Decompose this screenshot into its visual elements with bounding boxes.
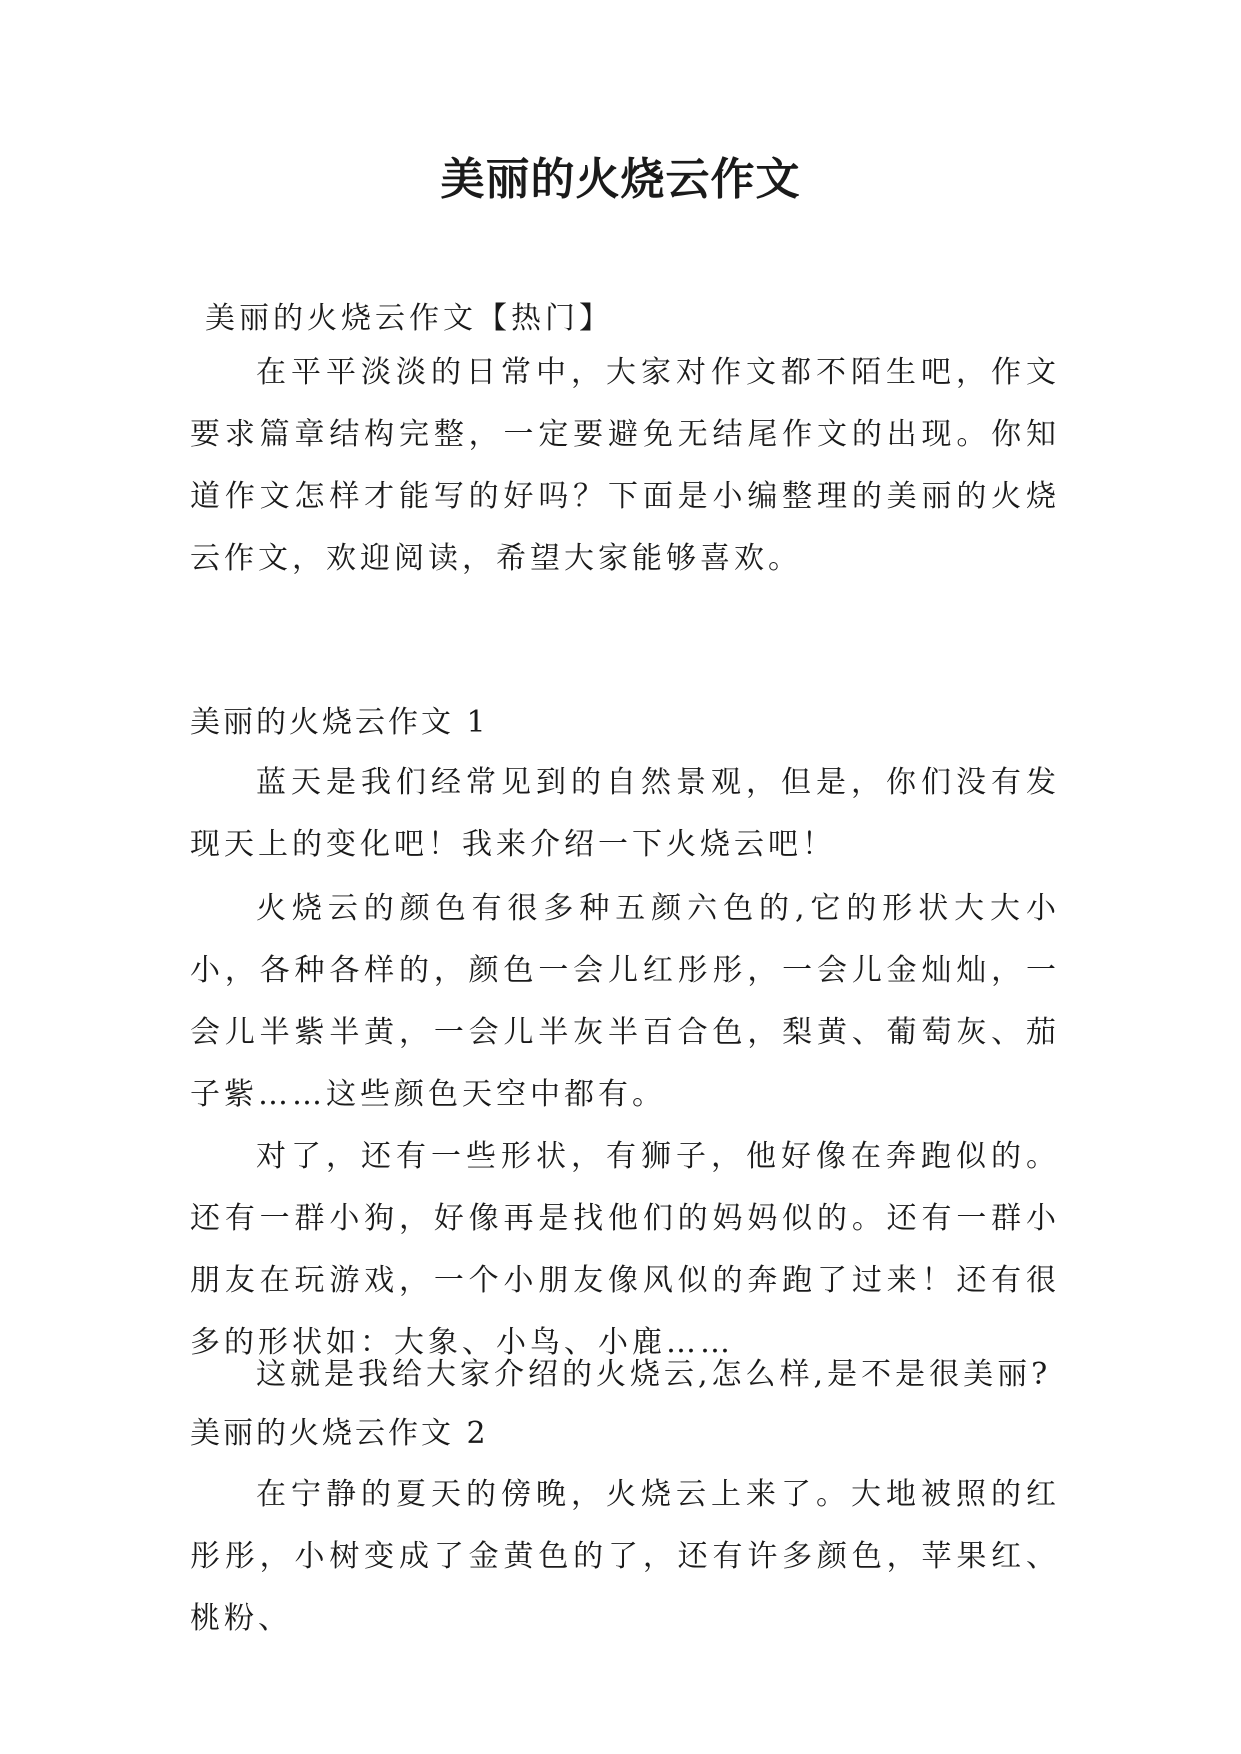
section1-paragraph-4: 这就是我给大家介绍的火烧云,怎么样,是不是很美丽?	[256, 1357, 1052, 1392]
document-title: 美丽的火烧云作文	[440, 154, 801, 205]
document-subtitle: 美丽的火烧云作文【热门】	[205, 301, 613, 336]
section1-paragraph-3: 对了，还有一些形状，有狮子，他好像在奔跑似的。还有一群小狗，好像再是找他们的妈妈似的。还有一群小朋友在玩游戏，一个小朋友像风似的奔跑了过来！还有很多的形状如：大象、小鸟、小鹿……	[190, 1139, 1060, 1360]
intro-paragraph: 在平平淡淡的日常中，大家对作文都不陌生吧，作文要求篇章结构完整，一定要避免无结尾作文的出现。你知道作文怎样才能写的好吗？下面是小编整理的美丽的火烧云作文，欢迎阅读，希望大家能够喜欢。	[190, 355, 1060, 576]
section1-paragraph-2: 火烧云的颜色有很多种五颜六色的,它的形状大大小小，各种各样的，颜色一会儿红彤彤，一会儿金灿灿，一会儿半紫半黄，一会儿半灰半百合色，梨黄、葡萄灰、茄子紫……这些颜色天空中都有。	[190, 891, 1060, 1112]
section2-paragraph-1: 在宁静的夏天的傍晚，火烧云上来了。大地被照的红彤彤，小树变成了金黄色的了，还有许多颜色，苹果红、桃粉、	[190, 1477, 1060, 1636]
section-heading-2: 美丽的火烧云作文 2	[190, 1416, 489, 1451]
section-heading-1: 美丽的火烧云作文 1	[190, 705, 489, 740]
section1-paragraph-1: 蓝天是我们经常见到的自然景观，但是，你们没有发现天上的变化吧！我来介绍一下火烧云吧！	[190, 765, 1060, 862]
